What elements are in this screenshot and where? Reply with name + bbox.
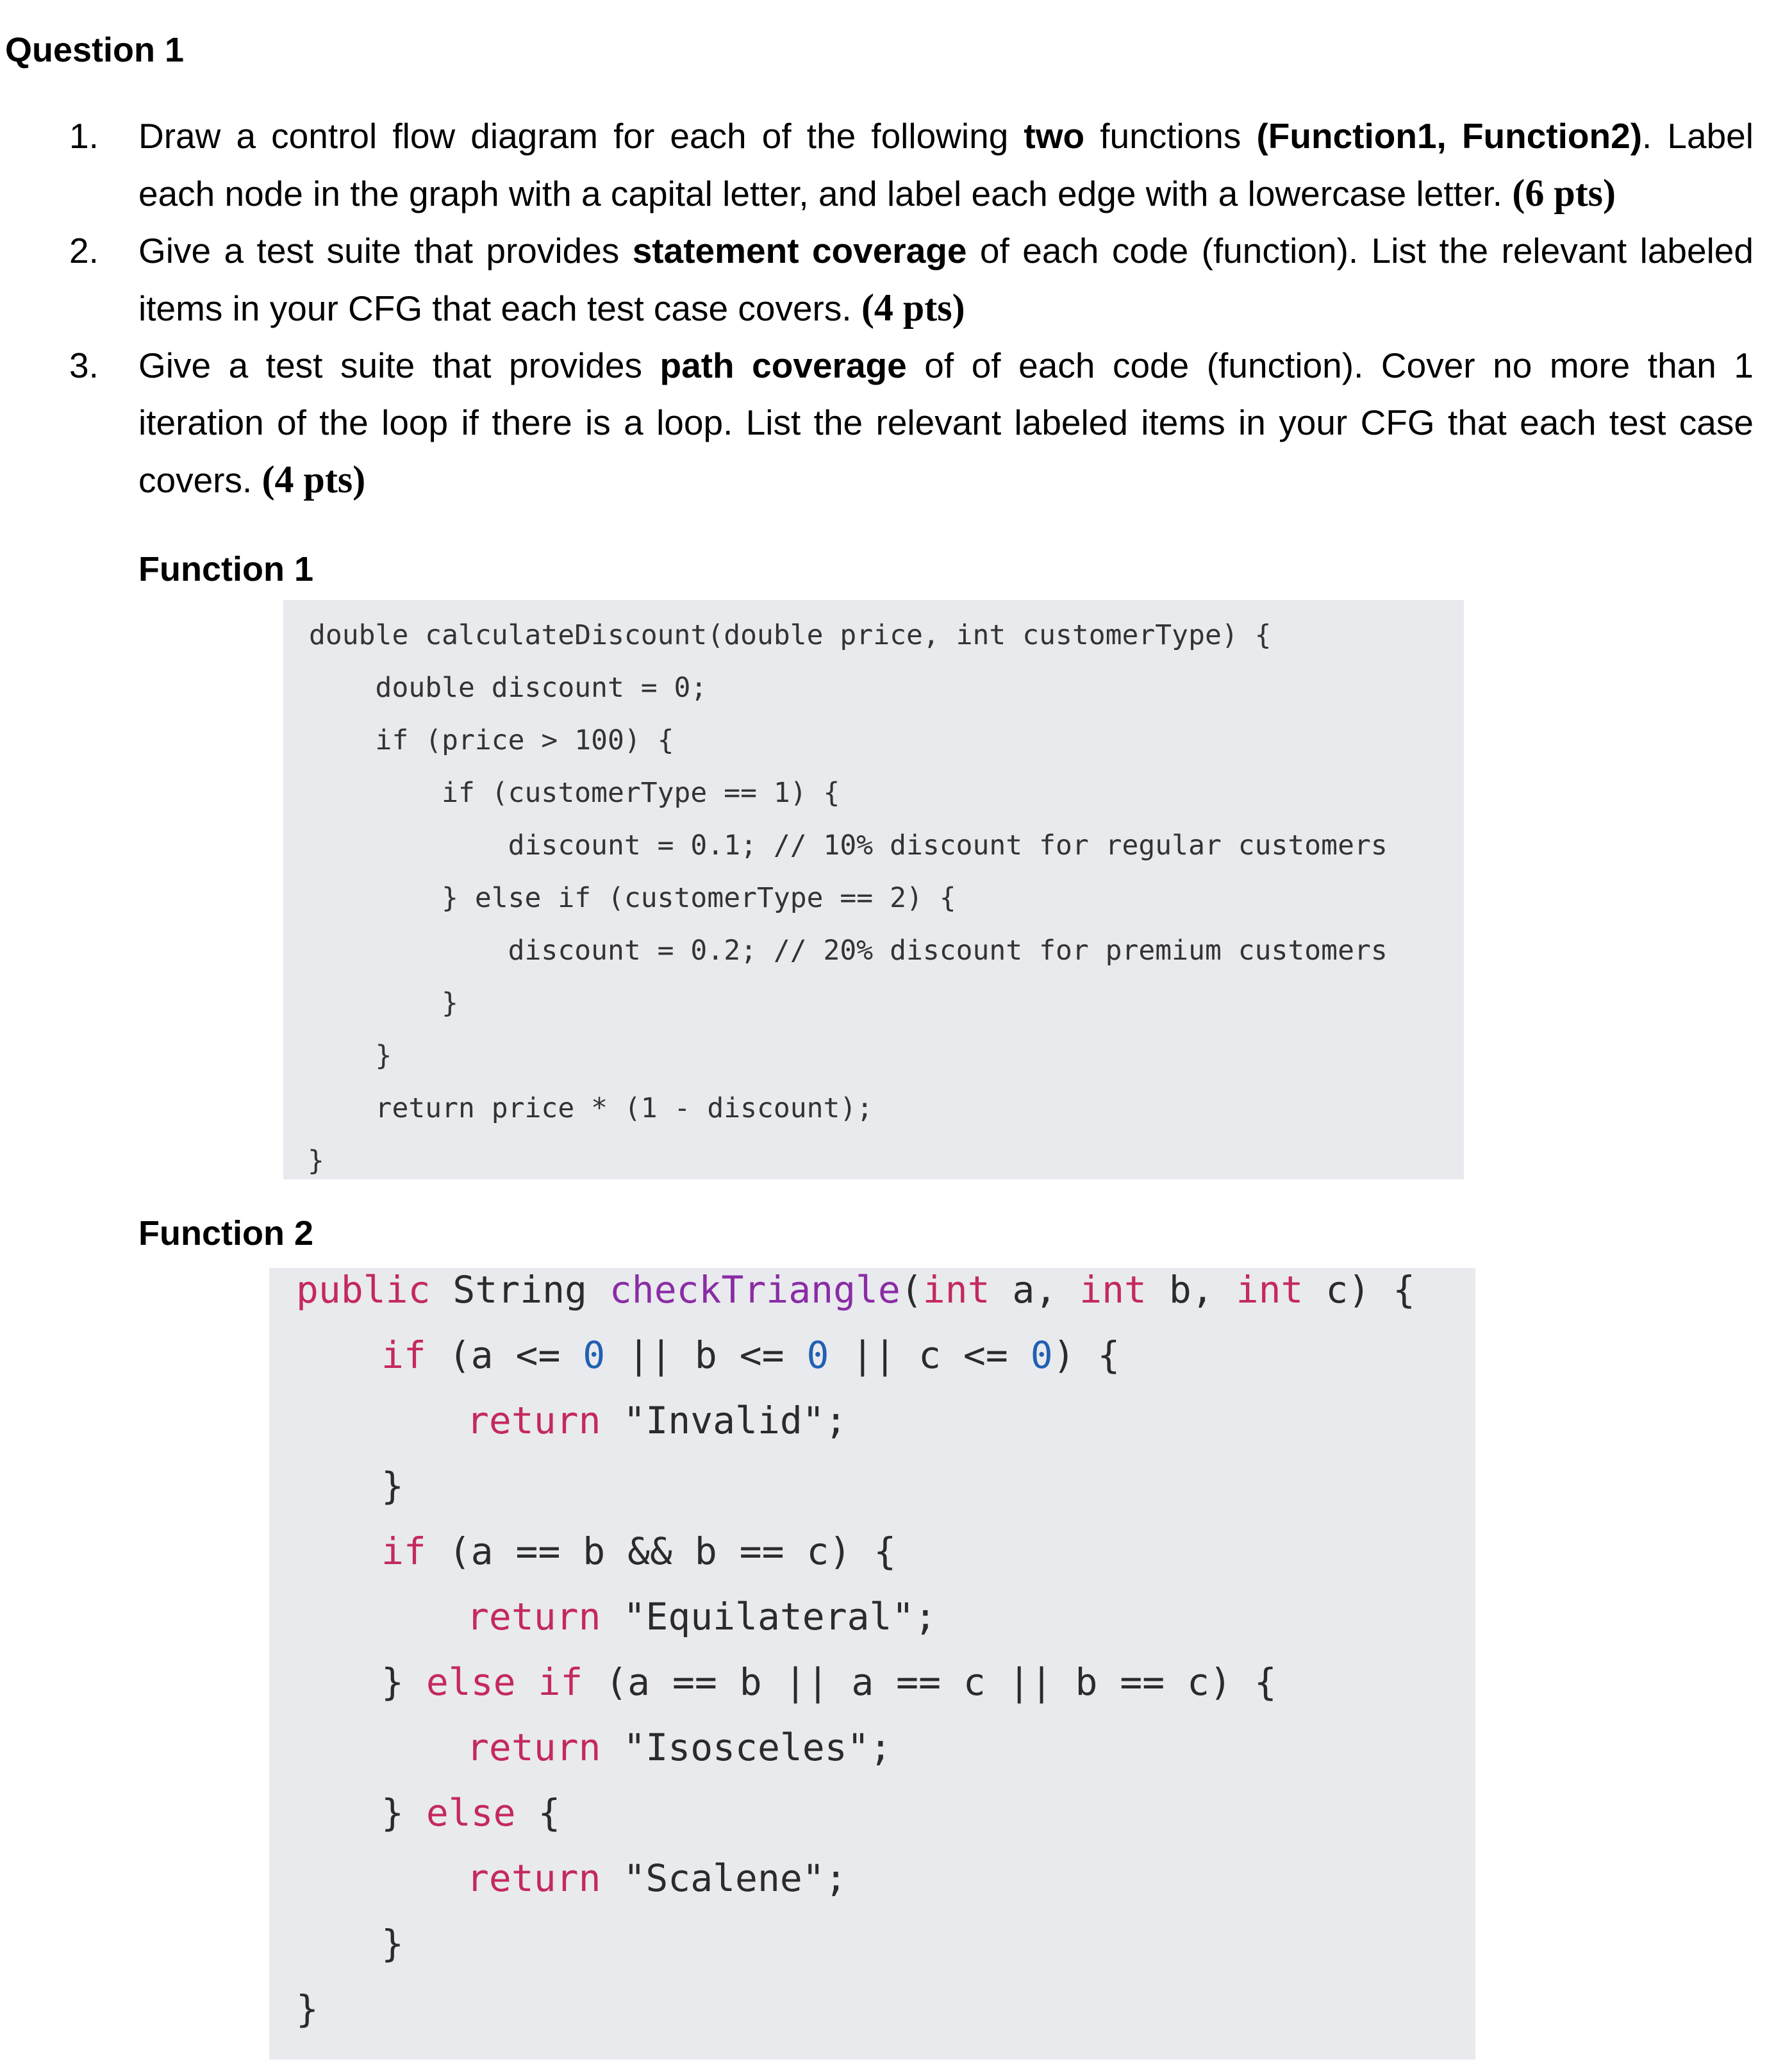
instruction-text: (Function1, Function2) xyxy=(1256,116,1643,156)
instruction-text: statement coverage xyxy=(632,231,967,271)
instruction-text: Give a test suite that provides xyxy=(138,231,633,271)
code-token: "Scalene"; xyxy=(601,1856,847,1900)
code-token: else xyxy=(426,1791,516,1835)
code-token: 0 xyxy=(806,1333,829,1377)
code-token: int xyxy=(1236,1268,1304,1312)
code-token: } xyxy=(381,1922,404,1965)
instruction-text: of of each code (function). Cover no more than 1 iteration of the loop if there is a loop. List the relevant labeled items in your CFG that each test case covers. xyxy=(138,346,1754,500)
code-token: if xyxy=(538,1660,583,1704)
code-token: "Equilateral"; xyxy=(601,1595,937,1638)
code-line xyxy=(467,1726,892,1769)
instruction-number: 3. xyxy=(69,346,99,385)
code-token: int xyxy=(922,1268,990,1312)
code-token: (a <= xyxy=(426,1333,583,1377)
code-line: if (customerType == 1) { xyxy=(309,777,840,809)
code-token: ) { xyxy=(1052,1333,1120,1377)
code-token: return xyxy=(467,1595,601,1638)
instruction-text: path coverage xyxy=(660,346,907,385)
code-line xyxy=(467,1595,936,1638)
code-line xyxy=(381,1464,404,1508)
instruction-text: . Label each node in the graph with a capital letter, and label each edge with a lowercase letter. xyxy=(138,116,1754,213)
code-token: (a == b || a == c || b == c) { xyxy=(583,1660,1277,1704)
code-token: { xyxy=(515,1791,561,1835)
code-token: || b <= xyxy=(605,1333,807,1377)
code-line xyxy=(296,1268,1415,1312)
code-line: if (price > 100) { xyxy=(309,724,674,756)
code-line: } else if (customerType == 2) { xyxy=(309,882,956,914)
code-token: if xyxy=(381,1333,426,1377)
code-line xyxy=(381,1529,896,1573)
code-token: checkTriangle xyxy=(609,1268,900,1312)
code-token: b, xyxy=(1146,1268,1236,1312)
instruction-list xyxy=(69,108,1754,509)
code-token: return xyxy=(467,1726,601,1769)
instruction-text: Draw a control flow diagram for each of the following xyxy=(138,116,1024,156)
instruction-text: Give a test suite that provides xyxy=(138,346,660,385)
code-token: a, xyxy=(990,1268,1080,1312)
code-line xyxy=(381,1922,404,1965)
code-token: 0 xyxy=(1030,1333,1053,1377)
code-line xyxy=(381,1791,560,1835)
code-line xyxy=(467,1856,847,1900)
code-token: return xyxy=(467,1856,601,1900)
instruction-text: (4 pts) xyxy=(861,287,965,329)
code-token: (a == b && b == c) { xyxy=(426,1529,897,1573)
instruction-text: (6 pts) xyxy=(1512,172,1616,214)
code-token: return xyxy=(467,1399,601,1442)
code-line xyxy=(296,1987,319,2031)
code-token xyxy=(516,1660,538,1704)
code-token: } xyxy=(381,1791,426,1835)
instruction-text: of each code (function). List the relevant labeled items in your CFG that each test case covers. xyxy=(138,231,1754,328)
instruction-text: functions xyxy=(1084,116,1257,156)
code-line xyxy=(381,1660,1277,1704)
code-line: return price * (1 - discount); xyxy=(309,1092,874,1124)
code-token: String xyxy=(430,1268,610,1312)
instruction-number: 2. xyxy=(69,231,99,271)
code-line: discount = 0.2; // 20% discount for premium customers xyxy=(309,935,1388,967)
code-token: int xyxy=(1079,1268,1147,1312)
code-token: } xyxy=(381,1464,404,1508)
instruction-number: 1. xyxy=(69,116,99,156)
code-line: } xyxy=(308,1145,324,1177)
code-token: else xyxy=(426,1660,516,1704)
code-line: discount = 0.1; // 10% discount for regular customers xyxy=(309,829,1388,862)
code-token: if xyxy=(381,1529,426,1573)
function2-label: Function 2 xyxy=(138,1214,313,1253)
code-token: "Isosceles"; xyxy=(601,1726,892,1769)
instruction-item xyxy=(69,222,1754,337)
instruction-text: (4 pts) xyxy=(261,458,366,501)
code-token: } xyxy=(381,1660,426,1704)
function2-code-block xyxy=(269,1268,1475,2060)
code-line: } xyxy=(309,1040,392,1072)
instruction-text: two xyxy=(1024,116,1085,156)
code-token: } xyxy=(296,1987,319,2031)
code-line: double discount = 0; xyxy=(309,672,708,704)
instruction-item xyxy=(69,337,1754,509)
question-title: Question 1 xyxy=(5,31,185,69)
instruction-item xyxy=(69,108,1754,222)
code-token: c) { xyxy=(1303,1268,1416,1312)
code-line xyxy=(467,1399,847,1442)
code-line: } xyxy=(309,987,458,1019)
function1-code-block xyxy=(283,600,1464,1179)
code-token: ( xyxy=(900,1268,923,1312)
code-token: || c <= xyxy=(829,1333,1031,1377)
code-token: "Invalid"; xyxy=(601,1399,847,1442)
code-line: double calculateDiscount(double price, int customerType) { xyxy=(309,619,1272,651)
function1-label: Function 1 xyxy=(138,550,313,588)
code-token: 0 xyxy=(583,1333,606,1377)
code-token: public xyxy=(296,1268,431,1312)
code-line xyxy=(381,1333,1120,1377)
